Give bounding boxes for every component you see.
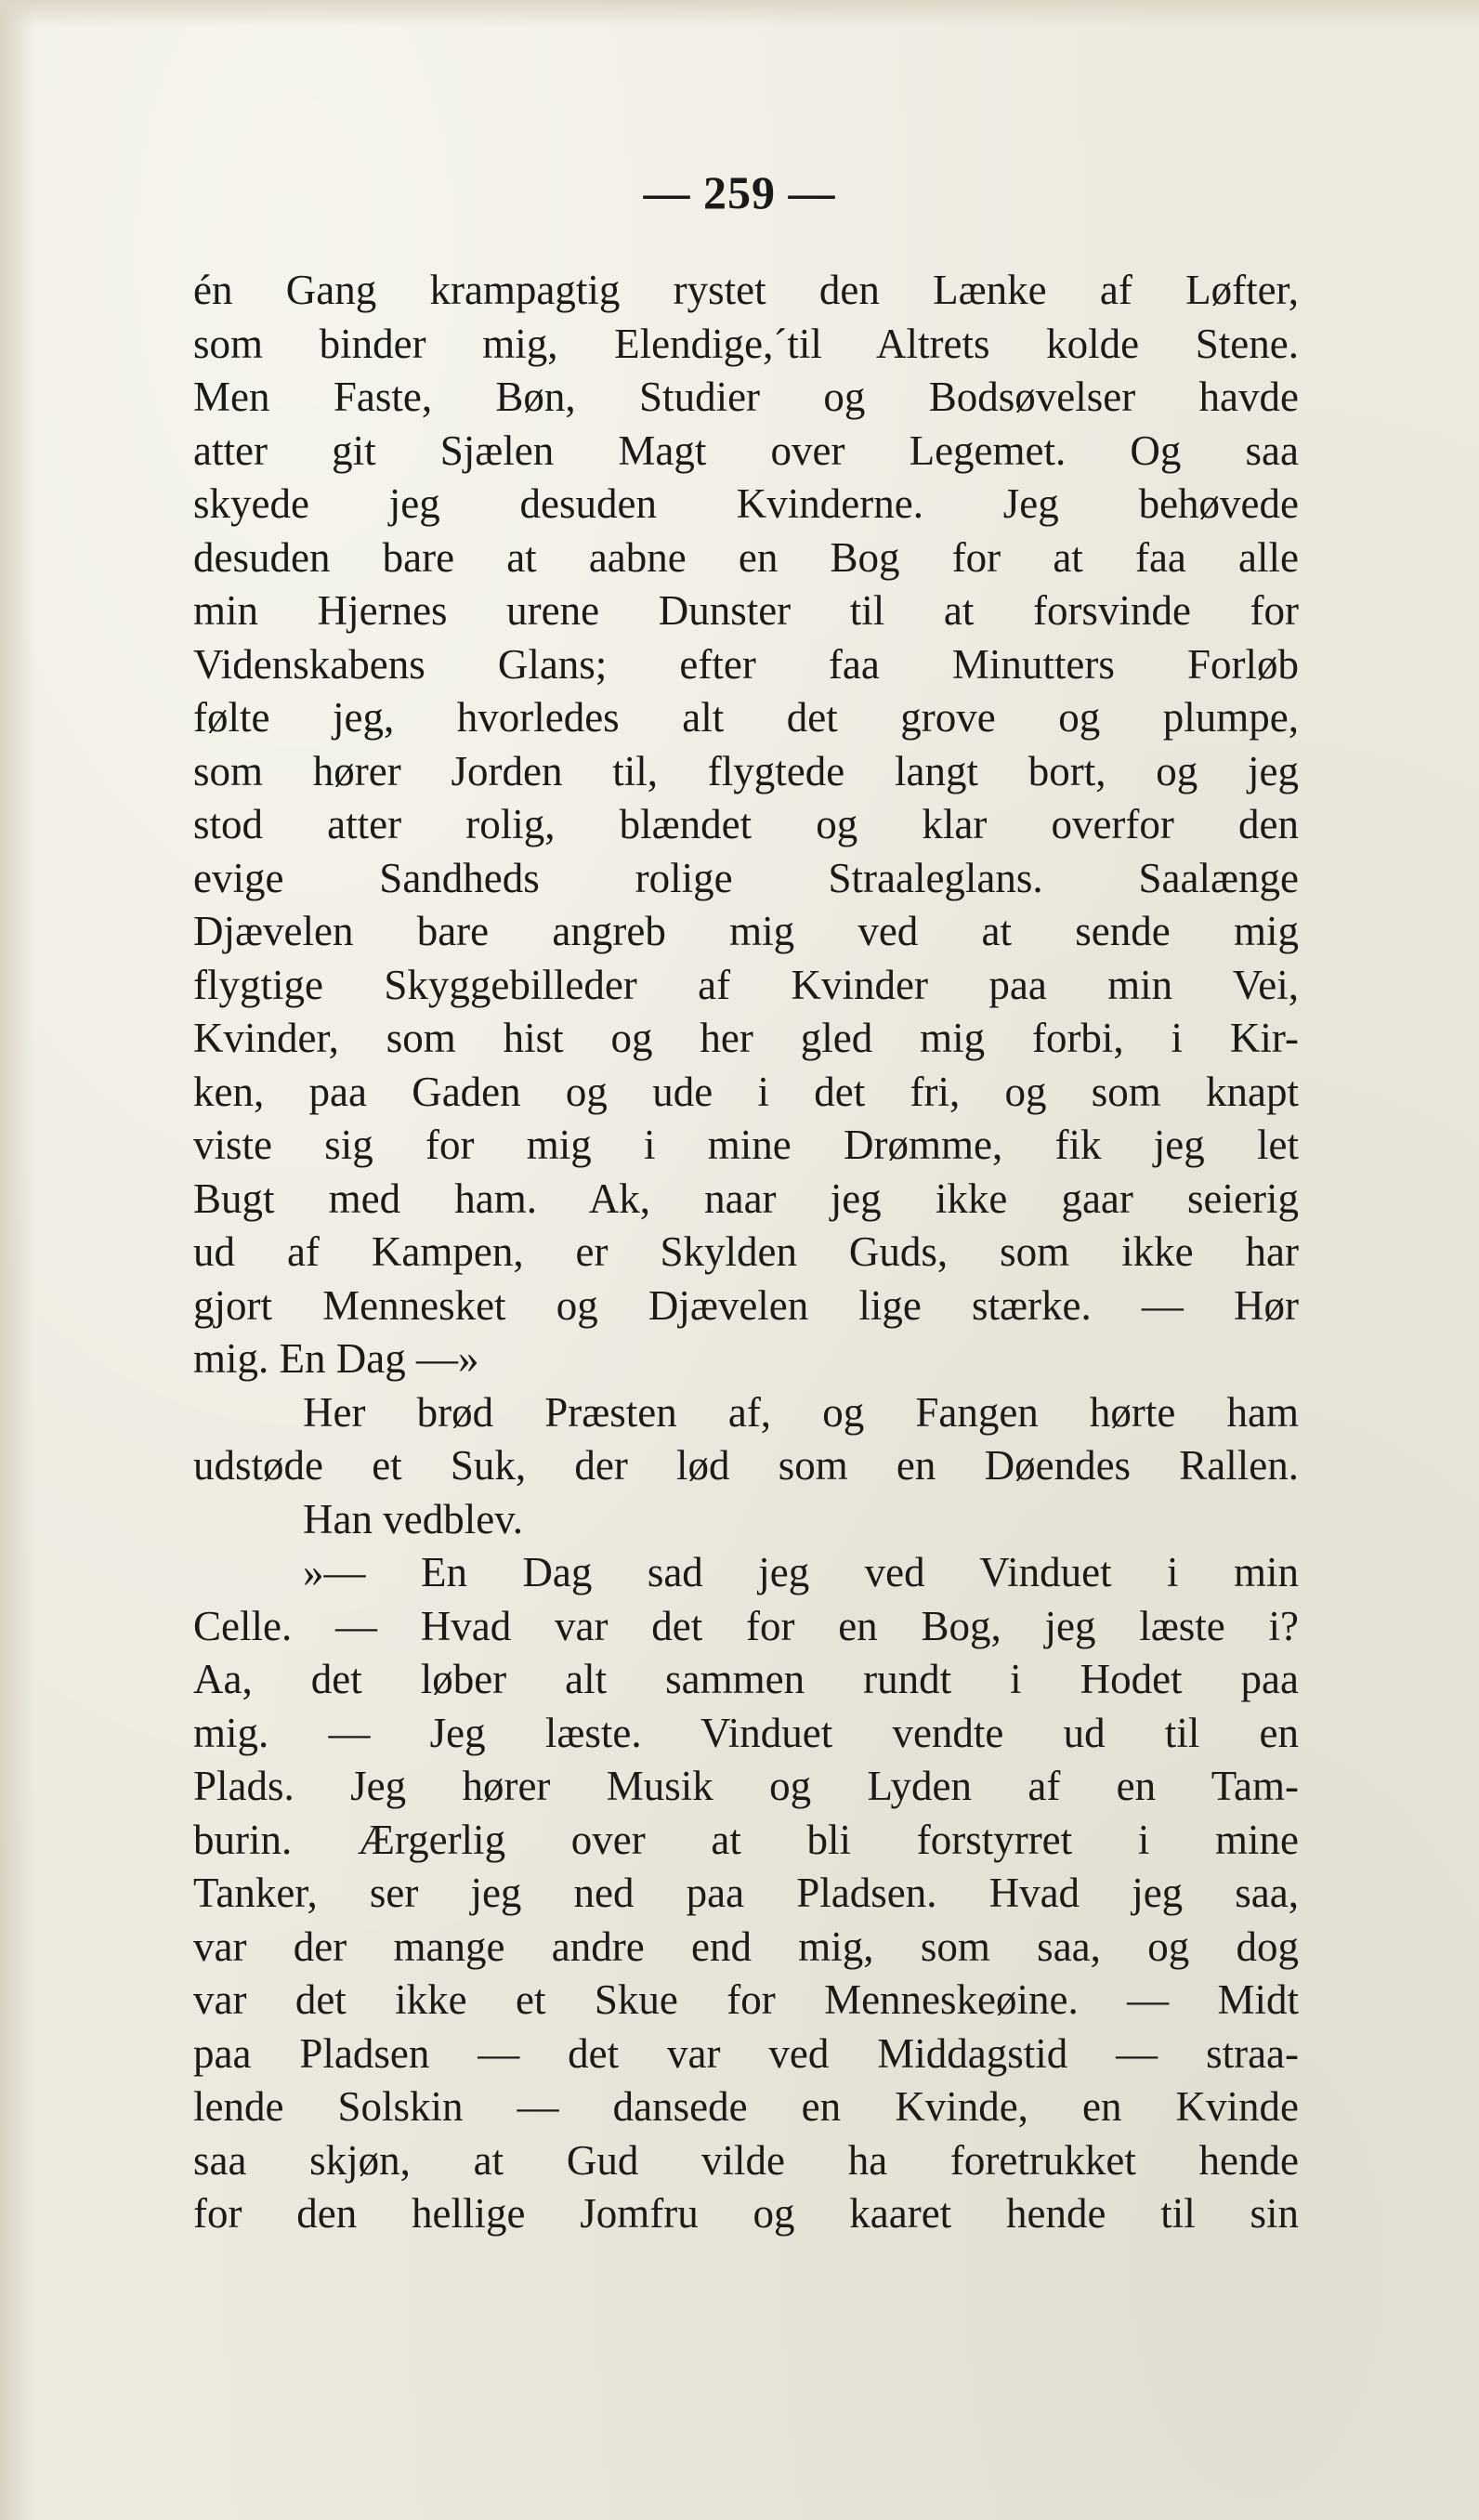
text-line: »— En Dag sad jeg ved Vinduet i min: [303, 1549, 1299, 1595]
text-line: én Gang krampagtig rystet den Lænke af Løfter,: [193, 267, 1299, 313]
text-line: Men Faste, Bøn, Studier og Bodsøvelser havde: [193, 374, 1299, 420]
text-line: burin. Ærgerlig over at bli forstyrret i mine: [193, 1816, 1299, 1863]
page-edge-shadow: [0, 0, 35, 2520]
text-line: evige Sandheds rolige Straaleglans. Saalænge: [193, 854, 1299, 901]
text-line: Tanker, ser jeg ned paa Pladsen. Hvad jeg saa,: [193, 1870, 1299, 1916]
page-number: — 259 —: [643, 166, 836, 218]
text-line: desuden bare at aabne en Bog for at faa alle: [193, 533, 1299, 581]
text-line: viste sig for mig i mine Drømme, fik jeg let: [193, 1122, 1299, 1168]
text-line: var det ikke et Skue for Menneskeøine. — Midt: [193, 1976, 1299, 2023]
text-line: udstøde et Suk, der lød som en Døendes Rallen.: [193, 1442, 1299, 1489]
text-line: skyede jeg desuden Kvinderne. Jeg behøvede: [193, 480, 1299, 527]
text-line: følte jeg, hvorledes alt det grove og plumpe,: [193, 694, 1299, 741]
text-line: Kvinder, som hist og her gled mig forbi, i Kir-: [193, 1015, 1299, 1061]
text-line: Bugt med ham. Ak, naar jeg ikke gaar seierig: [193, 1175, 1299, 1222]
text-line: min Hjernes urene Dunster til at forsvinde for: [193, 587, 1299, 634]
text-line: for den hellige Jomfru og kaaret hende til sin: [193, 2190, 1299, 2237]
text-line: som hører Jorden til, flygtede langt bort, og jeg: [193, 747, 1299, 794]
text-line: stod atter rolig, blændet og klar overfor den: [193, 801, 1299, 847]
text-line: atter git Sjælen Magt over Legemet. Og saa: [193, 427, 1299, 474]
text-line: saa skjøn, at Gud vilde ha foretrukket hende: [193, 2136, 1299, 2184]
text-line: Plads. Jeg hører Musik og Lyden af en Tam-: [193, 1763, 1299, 1809]
text-line: mig. En Dag —»: [193, 1335, 479, 1382]
text-line: Djævelen bare angreb mig ved at sende mig: [193, 908, 1299, 954]
text-line: gjort Mennesket og Djævelen lige stærke. — Hør: [193, 1281, 1299, 1329]
text-line: Her brød Præsten af, og Fangen hørte ham: [303, 1388, 1299, 1436]
text-line: ken, paa Gaden og ude i det fri, og som knapt: [193, 1068, 1299, 1115]
text-line: Han vedblev.: [303, 1495, 523, 1542]
text-line: som binder mig, Elendige,´til Altrets kolde Stene.: [193, 320, 1299, 367]
body-text: [193, 264, 1299, 2241]
text-line: mig. — Jeg læste. Vinduet vendte ud til en: [193, 1709, 1299, 1756]
text-line: Videnskabens Glans; efter faa Minutters Forløb: [193, 640, 1299, 688]
text-line: flygtige Skyggebilleder af Kvinder paa min Vei,: [193, 961, 1299, 1008]
text-line: ud af Kampen, er Skylden Guds, som ikke har: [193, 1228, 1299, 1275]
page-top-shadow: [0, 0, 1479, 28]
text-line: var der mange andre end mig, som saa, og dog: [193, 1923, 1299, 1970]
text-line: lende Solskin — dansede en Kvinde, en Kvinde: [193, 2083, 1299, 2130]
text-line: Celle. — Hvad var det for en Bog, jeg læste i?: [193, 1602, 1299, 1649]
text-line: Aa, det løber alt sammen rundt i Hodet paa: [193, 1656, 1299, 1702]
text-line: paa Pladsen — det var ved Middagstid — straa-: [193, 2029, 1299, 2077]
